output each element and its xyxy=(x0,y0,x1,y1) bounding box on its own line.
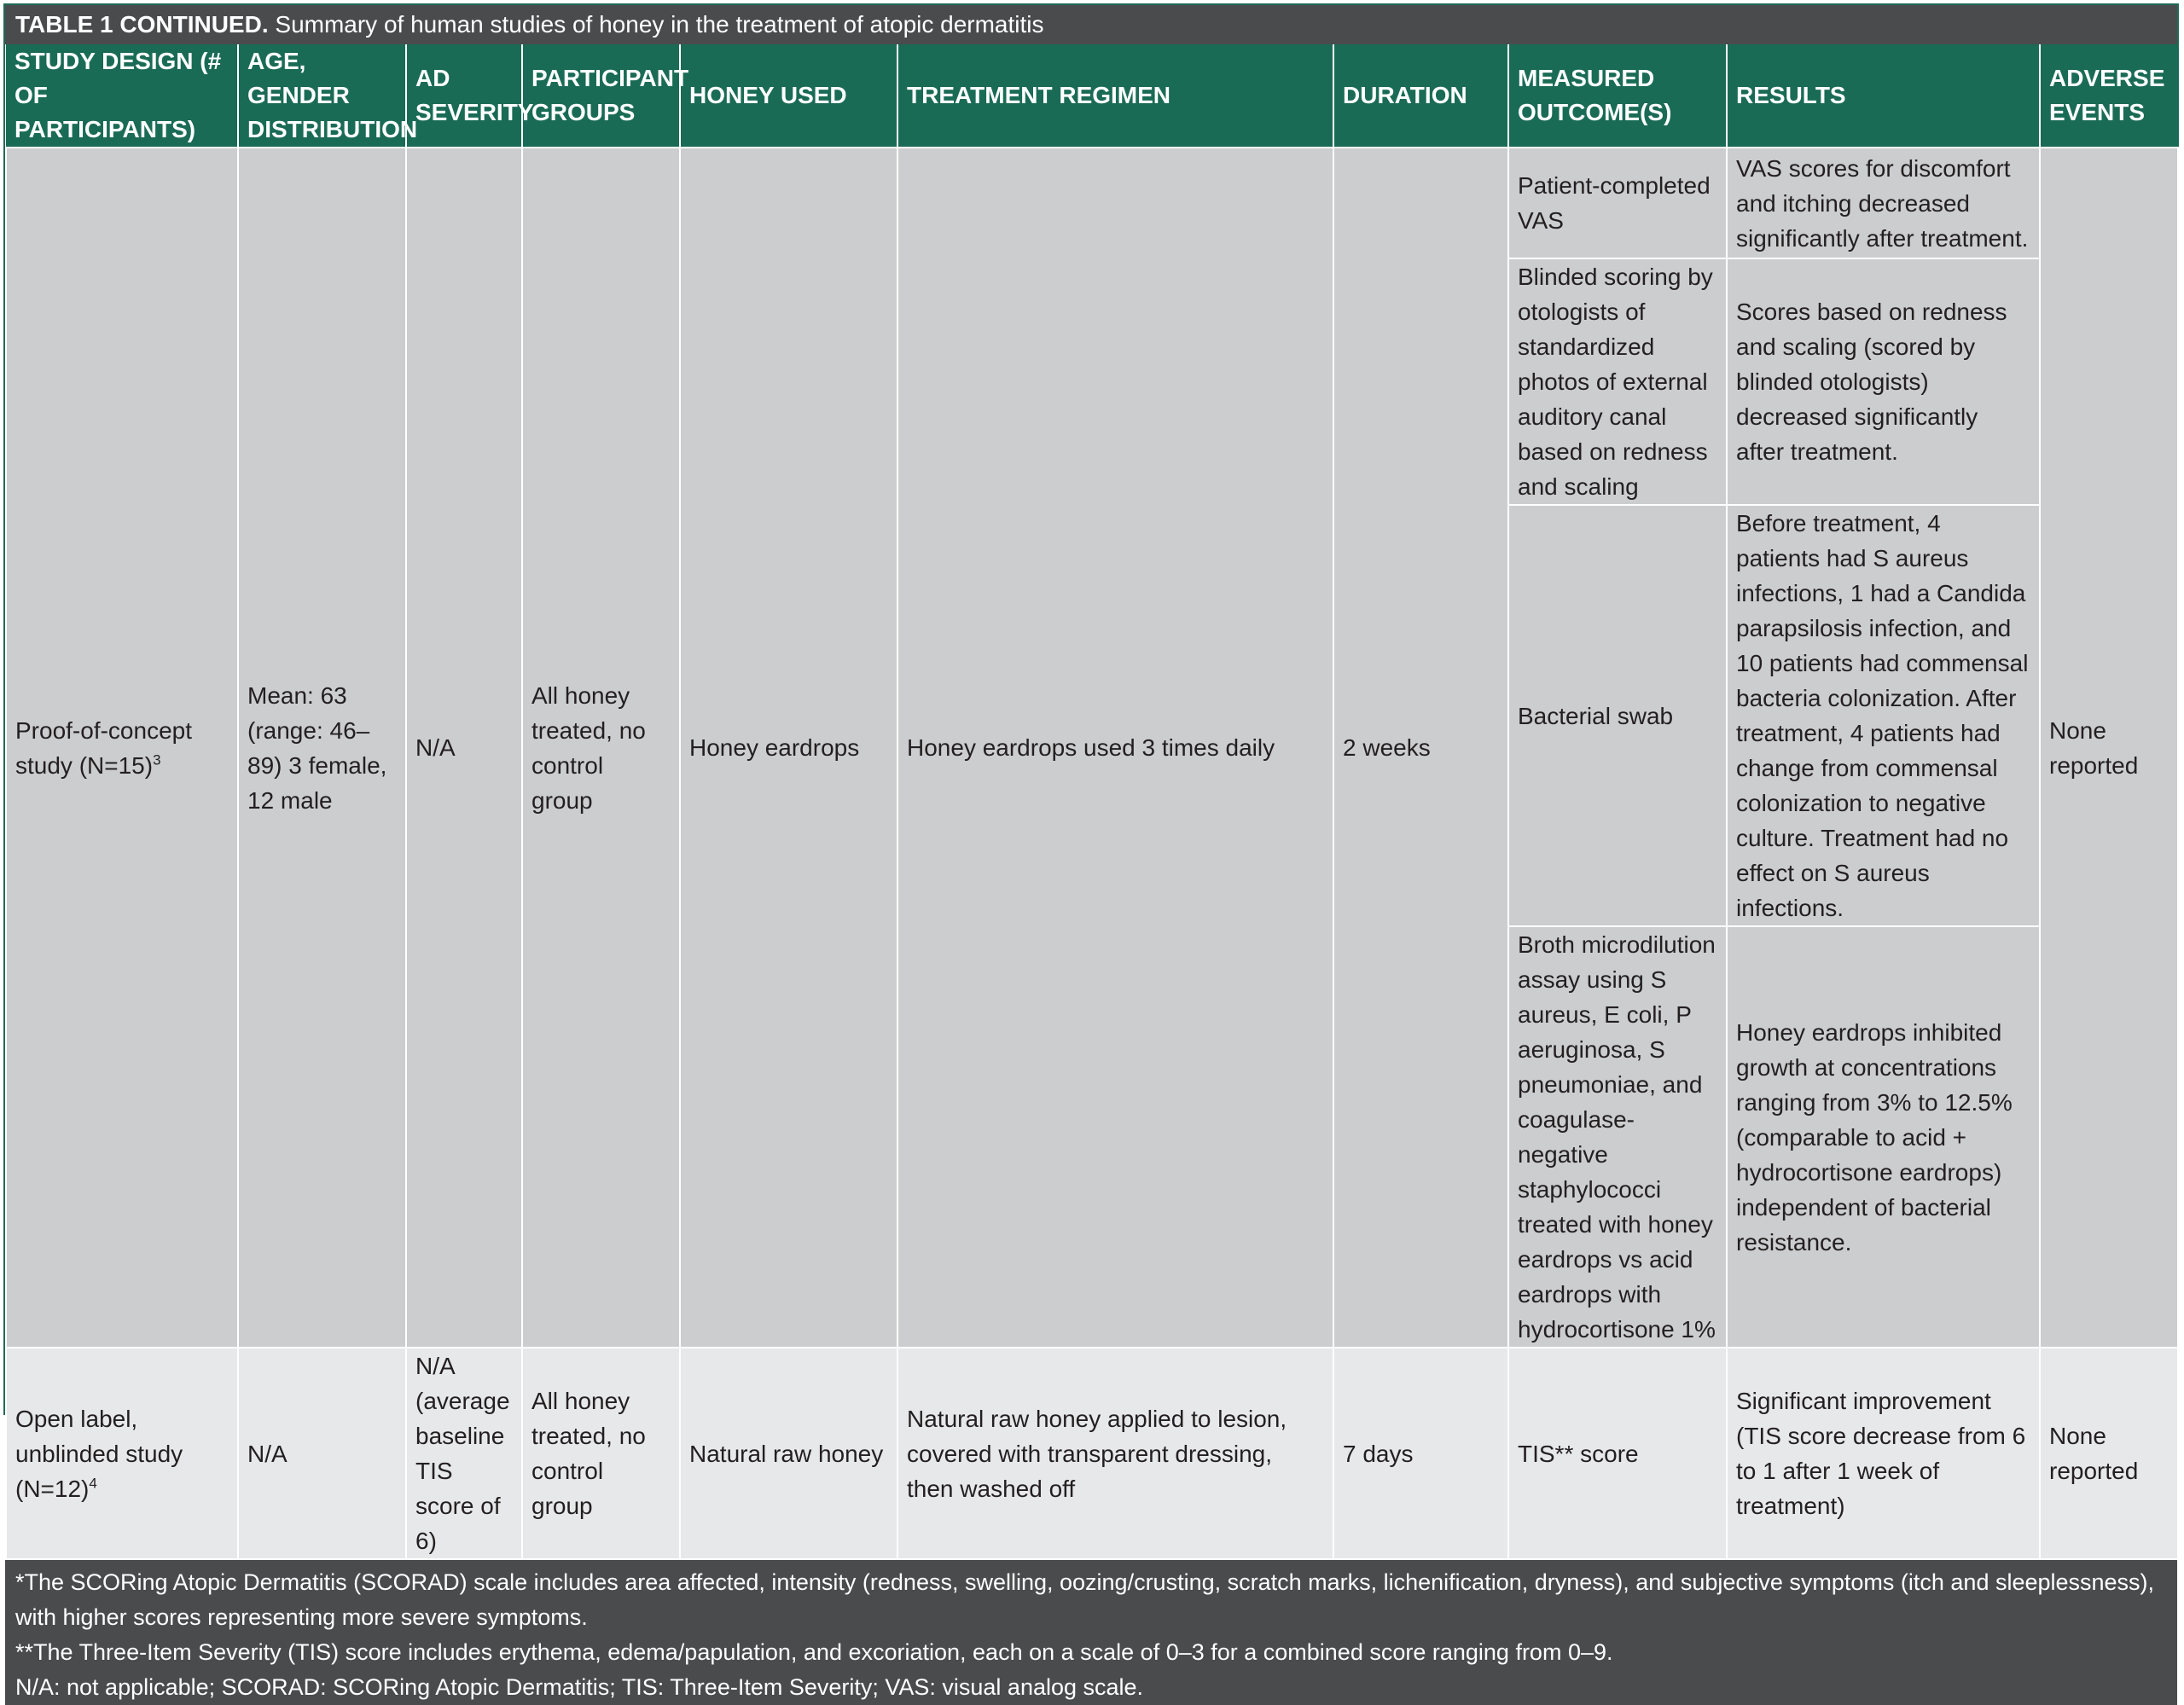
caption-text: Summary of human studies of honey in the treatment of atopic dermatitis xyxy=(275,11,1044,38)
cell-measured-outcome: Broth microdilution assay using S aureus, E coli, P aeruginosa, S pneumoniae, and coagulase-negative staphylococci treated with honey eardrops vs acid eardrops with hydrocortisone 1% xyxy=(1508,926,1727,1348)
cell-adverse-events: None reported xyxy=(2040,1348,2178,1559)
col-header-study-design: STUDY DESIGN (# OF PARTICIPANTS) xyxy=(6,44,238,148)
cell-study-design xyxy=(6,1348,238,1559)
cell-result: VAS scores for discomfort and itching decreased significantly after treatment. xyxy=(1727,148,2040,258)
caption-label: TABLE 1 CONTINUED. xyxy=(15,11,269,38)
cell-study-design xyxy=(6,148,238,1348)
studies-table xyxy=(5,44,2179,1560)
footnote-scorad: *The SCORing Atopic Dermatitis (SCORAD) scale includes area affected, intensity (redness, swelling, oozing/crusting, scratch marks, lichenification, dryness), and subjective symptoms (itch and sleeplessness), with higher scores representing more severe symptoms. xyxy=(15,1569,2155,1630)
table-row xyxy=(6,1348,2178,1559)
cell-result: Before treatment, 4 patients had S aureus infections, 1 had a Candida parapsilosis infection, and 10 patients had commensal bacteria colonization. After treatment, 4 patients had change from commensal colonization to negative culture. Treatment had no effect on S aureus infections. xyxy=(1727,505,2040,926)
table-frame xyxy=(3,3,2179,1700)
col-header-treatment-regimen: TREATMENT REGIMEN xyxy=(897,44,1333,148)
cell-honey-used: Honey eardrops xyxy=(680,148,897,1348)
cell-ad-severity: N/A xyxy=(406,148,522,1348)
cell-measured-outcome: Blinded scoring by otologists of standardized photos of external auditory canal based on redness and scaling xyxy=(1508,258,1727,505)
col-header-measured-outcomes: MEASURED OUTCOME(S) xyxy=(1508,44,1727,148)
header-row xyxy=(6,44,2178,148)
cell-participant-groups: All honey treated, no control group xyxy=(522,1348,680,1559)
footnote-abbreviations: N/A: not applicable; SCORAD: SCORing Atopic Dermatitis; TIS: Three-Item Severity; VAS: visual analog scale. xyxy=(15,1674,1144,1700)
cell-age-gender: Mean: 63 (range: 46–89) 3 female, 12 male xyxy=(238,148,406,1348)
col-header-results: RESULTS xyxy=(1727,44,2040,148)
cell-measured-outcome: Patient-completed VAS xyxy=(1508,148,1727,258)
col-header-duration: DURATION xyxy=(1333,44,1508,148)
cell-treatment-regimen: Honey eardrops used 3 times daily xyxy=(897,148,1333,1348)
study-design-text: Proof-of-concept study (N=15) xyxy=(15,716,192,779)
cell-measured-outcome: Bacterial swab xyxy=(1508,505,1727,926)
cell-ad-severity: N/A (average baseline TIS score of 6) xyxy=(406,1348,522,1559)
col-header-age-gender: AGE, GENDER DISTRIBUTION xyxy=(238,44,406,148)
cell-result: Significant improvement (TIS score decrease from 6 to 1 after 1 week of treatment) xyxy=(1727,1348,2040,1559)
cell-treatment-regimen: Natural raw honey applied to lesion, covered with transparent dressing, then washed off xyxy=(897,1348,1333,1559)
reference-number: 4 xyxy=(89,1475,97,1492)
cell-duration: 2 weeks xyxy=(1333,148,1508,1348)
cell-participant-groups: All honey treated, no control group xyxy=(522,148,680,1348)
table-footnotes xyxy=(5,1560,2177,1705)
col-header-honey-used: HONEY USED xyxy=(680,44,897,148)
cell-adverse-events: None reported xyxy=(2040,148,2178,1348)
col-header-participant-groups: PARTICIPANT GROUPS xyxy=(522,44,680,148)
col-header-adverse-events: ADVERSE EVENTS xyxy=(2040,44,2178,148)
reference-number: 3 xyxy=(153,751,161,768)
table-row xyxy=(6,148,2178,258)
footnote-tis: **The Three-Item Severity (TIS) score includes erythema, edema/papulation, and excoriation, each on a scale of 0–3 for a combined score ranging from 0–9. xyxy=(15,1639,1613,1665)
cell-age-gender: N/A xyxy=(238,1348,406,1559)
cell-measured-outcome: TIS** score xyxy=(1508,1348,1727,1559)
study-design-text: Open label, unblinded study (N=12) xyxy=(15,1405,183,1502)
table-caption xyxy=(5,5,2177,44)
col-header-ad-severity: AD SEVERITY xyxy=(406,44,522,148)
cell-result: Scores based on redness and scaling (scored by blinded otologists) decreased significantly after treatment. xyxy=(1727,258,2040,505)
cell-result: Honey eardrops inhibited growth at concentrations ranging from 3% to 12.5% (comparable to acid + hydrocortisone eardrops) independent of bacterial resistance. xyxy=(1727,926,2040,1348)
cell-duration: 7 days xyxy=(1333,1348,1508,1559)
cell-honey-used: Natural raw honey xyxy=(680,1348,897,1559)
